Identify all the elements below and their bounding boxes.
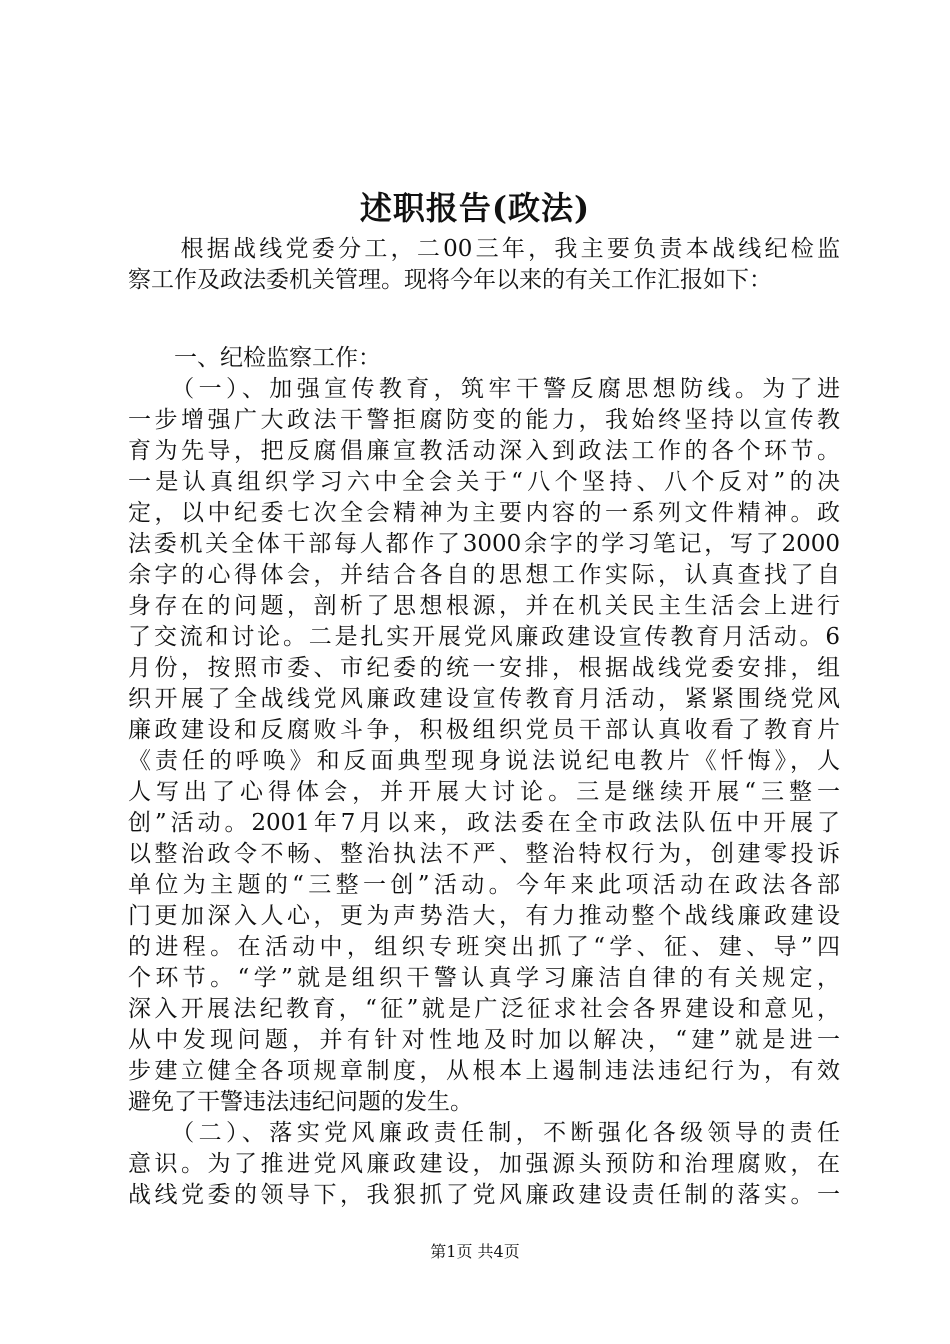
- paragraph-two-line: 意识。为了推进党风廉政建设，加强源头预防和治理腐败，在: [128, 1151, 840, 1177]
- paragraph-one-line: 从中发现问题，并有针对性地及时加以解决，“建”就是进一: [128, 1027, 840, 1053]
- paragraph-one-line: 月份，按照市委、市纪委的统一安排，根据战线党委安排，组: [128, 655, 840, 681]
- paragraph-one-line: 定，以中纪委七次全会精神为主要内容的一系列文件精神。政: [128, 500, 840, 526]
- paragraph-one-line: 身存在的问题，剖析了思想根源，并在机关民主生活会上进行: [128, 593, 840, 619]
- paragraph-one-line: （一）、加强宣传教育，筑牢干警反腐思想防线。为了进: [128, 376, 840, 402]
- paragraph-two-line: 战线党委的领导下，我狠抓了党风廉政建设责任制的落实。一: [128, 1182, 840, 1208]
- paragraph-one-line: 了交流和讨论。二是扎实开展党风廉政建设宣传教育月活动。6: [128, 624, 840, 650]
- paragraph-one-line: 余字的心得体会，并结合各自的思想工作实际，认真查找了自: [128, 562, 840, 588]
- paragraph-one-line: 的进程。在活动中，组织专班突出抓了“学、征、建、导”四: [128, 934, 840, 960]
- paragraph-one-line: 以整治政令不畅、整治执法不严、整治特权行为，创建零投诉: [128, 841, 840, 867]
- paragraph-one-line: 个环节。“学”就是组织干警认真学习廉洁自律的有关规定，: [128, 965, 840, 991]
- paragraph-one-line: 人写出了心得体会，并开展大讨论。三是继续开展“三整一: [128, 779, 840, 805]
- paragraph-one-line: 一是认真组织学习六中全会关于“八个坚持、八个反对”的决: [128, 469, 840, 495]
- paragraph-one-line: 深入开展法纪教育，“征”就是广泛征求社会各界建设和意见，: [128, 996, 840, 1022]
- page-title: 述职报告(政法): [359, 189, 591, 227]
- paragraph-one-line: 一步增强广大政法干警拒腐防变的能力，我始终坚持以宣传教: [128, 407, 840, 433]
- intro-line: 察工作及政法委机关管理。现将今年以来的有关工作汇报如下：: [128, 267, 772, 293]
- intro-line: 根据战线党委分工，二00三年，我主要负责本战线纪检监: [128, 236, 840, 262]
- paragraph-gap: [128, 296, 840, 343]
- page-footer: 第1页 共4页: [430, 1242, 520, 1261]
- paragraph-one-line: 避免了干警违法违纪问题的发生。: [128, 1089, 473, 1115]
- paragraph-one-line: 单位为主题的“三整一创”活动。今年来此项活动在政法各部: [128, 872, 840, 898]
- paragraph-one-line: 创”活动。2001年7月以来，政法委在全市政法队伍中开展了: [128, 810, 840, 836]
- paragraph-one-line: 步建立健全各项规章制度，从根本上遏制违法违纪行为，有效: [128, 1058, 840, 1084]
- document-body: [128, 234, 840, 1211]
- section-heading: 一、纪检监察工作：: [128, 345, 381, 371]
- paragraph-one-line: 法委机关全体干部每人都作了3000余字的学习笔记，写了2000: [128, 531, 840, 557]
- paragraph-one-line: 廉政建设和反腐败斗争，积极组织党员干部认真收看了教育片: [128, 717, 840, 743]
- paragraph-one-line: 织开展了全战线党风廉政建设宣传教育月活动，紧紧围绕党风: [128, 686, 840, 712]
- paragraph-one-line: 育为先导，把反腐倡廉宣教活动深入到政法工作的各个环节。: [128, 438, 840, 464]
- paragraph-two-line: （二）、落实党风廉政责任制，不断强化各级领导的责任: [128, 1120, 840, 1146]
- paragraph-one-line: 门更加深入人心，更为声势浩大，有力推动整个战线廉政建设: [128, 903, 840, 929]
- paragraph-one-line: 《责任的呼唤》和反面典型现身说法说纪电教片《忏悔》，人: [128, 748, 840, 774]
